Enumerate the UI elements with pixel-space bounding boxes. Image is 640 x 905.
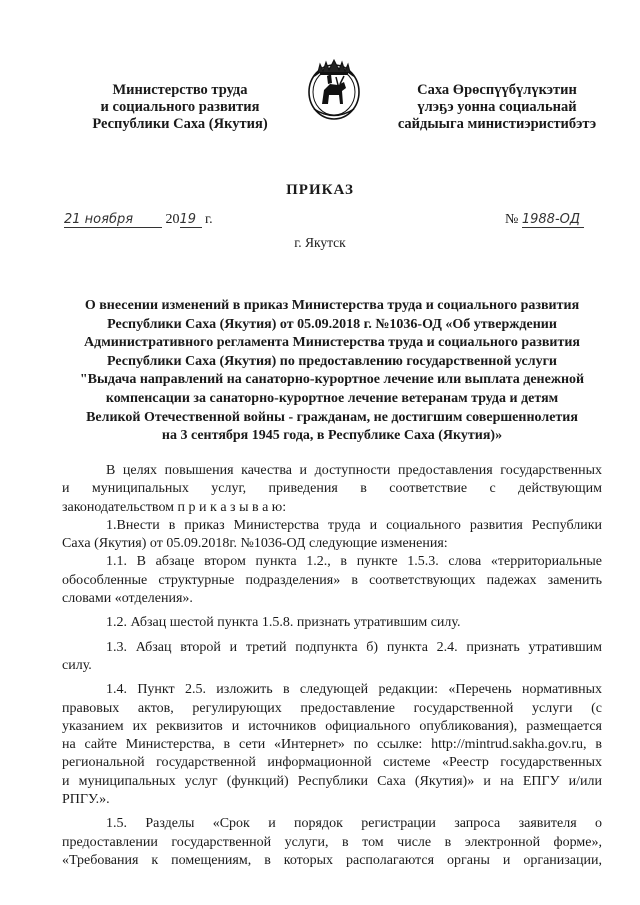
subject-line: на 3 сентября 1945 года, в Республике Саха (Якутия)» — [161, 428, 503, 444]
subject-line: Великой Отечественной войны - гражданам, не достигшим совершеннолетия — [86, 409, 578, 425]
body-line: и муниципальных услуг, приведения в соответствие с действующим — [62, 481, 602, 497]
body-line: Саха (Якутия) от 05.09.2018г. №1036-ОД следующие изменения: — [62, 536, 448, 552]
subject-line: Административного регламента Министерства труда и социального развития — [84, 335, 580, 351]
order-date — [64, 212, 213, 228]
body-line: 1.Внести в приказ Министерства труда и социального развития Республики — [106, 517, 602, 533]
ministry-name-line: Республики Саха (Якутия) — [92, 116, 268, 132]
ministry-name-russian — [70, 82, 290, 133]
body-line: предоставлении государственной услуги, в том числе в электронной форме», — [62, 834, 602, 850]
coat-of-arms-emblem — [300, 54, 368, 124]
body-line: «Требования к помещениям, в которых располагаются органы и организации, — [62, 852, 602, 868]
handwritten-date: 21 ноября — [64, 213, 162, 228]
ministry-name-line: Министерство труда — [112, 82, 248, 98]
body-line: региональной государственной информационной системе «Реестр государственных — [62, 755, 602, 771]
body-line: законодательством п р и к а з ы в а ю: — [62, 499, 287, 515]
subject-line: "Выдача направлений на санаторно-курортное лечение или выплата денежной — [79, 372, 585, 388]
city: г. Якутск — [294, 235, 346, 250]
body-line: и муниципальных услуг (функций) Республики Саха (Якутия)» и на ЕПГУ и/или — [62, 773, 602, 789]
body-line: указанием их реквизитов и источников официального опубликования), размещается — [62, 718, 602, 734]
body-line: обособленные структурные подразделения» в соответствующих падежах заменить — [62, 572, 602, 588]
body-line: 1.1. В абзаце втором пункта 1.2., в пункте 1.5.3. слова «территориальные — [106, 554, 602, 570]
body-line: на сайте Министерства, в сети «Интернет» по ссылке: http://mintrud.sakha.gov.ru, в — [62, 737, 602, 753]
ministry-name-line: и социального развития — [100, 99, 260, 115]
body-line: словами «отделения». — [62, 591, 193, 607]
body-line: 1.2. Абзац шестой пункта 1.5.8. признать утратившим силу. — [106, 615, 461, 631]
number-sign: № — [505, 212, 519, 227]
body-line: 1.4. Пункт 2.5. изложить в следующей редакции: «Перечень нормативных — [106, 682, 602, 698]
subject-line: компенсации за санаторно-курортное лечение ветеранам труда и детям — [105, 390, 559, 406]
order-subject — [62, 297, 602, 446]
ministry-name-line: үлэҕэ уонна социальнай — [417, 99, 577, 115]
order-body — [62, 462, 602, 870]
body-line: РПГУ.». — [62, 792, 110, 808]
body-line: правовых актов, регулирующих предоставление государственной услуги (с — [62, 700, 602, 716]
subject-line: Республики Саха (Якутия) от 05.09.2018 г. №1036-ОД «Об утверждении — [107, 316, 557, 332]
subject-line: Республики Саха (Якутия) по предоставлению государственной услуги — [106, 353, 558, 369]
year-unit: г. — [205, 212, 213, 227]
document-title: ПРИКАЗ — [286, 182, 354, 198]
body-line: В целях повышения качества и доступности предоставления государственных — [106, 463, 602, 478]
subject-line: О внесении изменений в приказ Министерства труда и социального развития — [84, 298, 580, 313]
ministry-name-yakut — [372, 82, 622, 133]
ministry-name-line: сайдыыга министиэристибэтэ — [397, 116, 597, 132]
order-number — [505, 212, 584, 228]
handwritten-number: 1988-ОД — [522, 213, 584, 228]
body-line: 1.5. Разделы «Срок и порядок регистрации запроса заявителя о — [106, 816, 602, 832]
handwritten-year: 19 — [180, 213, 202, 228]
ministry-name-line: Саха Өрөспүүбүлүкэтин — [417, 82, 577, 98]
year-prefix: 20 — [165, 212, 180, 227]
body-line: 1.3. Абзац второй и третий подпункта б) пункта 2.4. признать утратившим — [106, 639, 602, 655]
body-line: силу. — [62, 657, 92, 673]
